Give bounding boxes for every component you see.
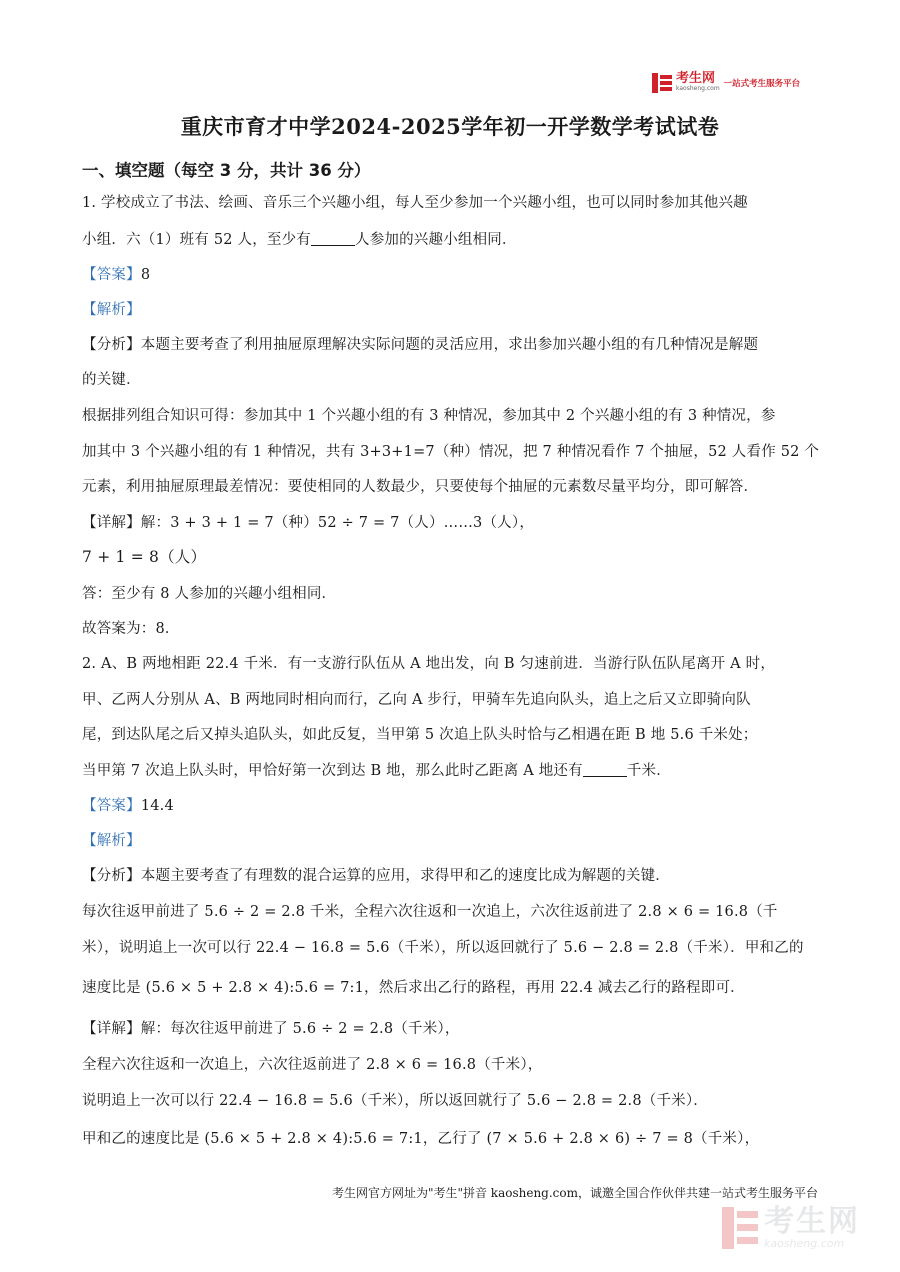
brand-mark-icon	[652, 73, 672, 93]
page-title: 重庆市育才中学2024-2025学年初一开学数学考试试卷	[180, 114, 720, 139]
q2-detail-line: 全程六次往返和一次追上，六次往返前进了 2.8 × 6 = 16.8（千米），	[82, 1057, 543, 1073]
q1-reasoning-line: 元素，利用抽屉原理最差情况：要使相同的人数最少，只要使每个抽屉的元素数尽量平均分，即可解答．	[82, 479, 759, 495]
q1-detail-line: 7 + 1 = 8（人）	[82, 548, 207, 566]
q2-stem-line: 尾，到达队尾之后又掉头追队头，如此反复，当甲第 5 次追上队头时恰与乙相遇在距 B 地 5.6 千米处；	[82, 727, 758, 743]
q2-stem-text: 千米．	[626, 763, 671, 779]
q2-stem-text: 当甲第 7 次追上队头时，甲恰好第一次到达 B 地，那么此时乙距离 A 地还有	[82, 763, 583, 779]
q1-analysis-line: 的关键．	[82, 372, 141, 388]
q1-reasoning-line: 加其中 3 个兴趣小组的有 1 种情况，共有 3+3+1=7（种）情况，把 7 种情况看作 7 个抽屉，52 人看作 52 个	[82, 444, 820, 460]
brand-slogan: 一站式考生服务平台	[723, 79, 801, 89]
q2-stem-line: 2. A、B 两地相距 22.4 千米．有一支游行队伍从 A 地出发，向 B 匀速前进．当游行队伍队尾离开 A 时，	[82, 656, 776, 672]
q1-conclusion: 答：至少有 8 人参加的兴趣小组相同．	[82, 586, 337, 602]
q1-analysis-line: 【分析】本题主要考查了利用抽屉原理解决实际问题的灵活应用，求出参加兴趣小组的有几种情况是解题	[82, 337, 759, 353]
brand-domain: kaosheng.com	[676, 85, 720, 92]
q1-final-answer: 故答案为：8．	[82, 621, 180, 637]
brand-name: 考生网	[676, 71, 716, 86]
q2-reasoning-line: 米），说明追上一次可以行 22.4 − 16.8 = 5.6（千米），所以返回就行了 5.6 − 2.8 = 2.8（千米）．甲和乙的	[82, 940, 804, 956]
q2-detail-line: 甲和乙的速度比是 (5.6 × 5 + 2.8 × 4):5.6 = 7:1，乙行了 (7 × 5.6 + 2.8 × 6) ÷ 7 = 8（千米），	[82, 1131, 760, 1147]
q1-detail-line: 【详解】解：3 + 3 + 1 = 7（种）52 ÷ 7 = 7（人）……3（人），	[82, 515, 535, 531]
q2-stem-line: 甲、乙两人分别从 A、B 两地同时相向而行，乙向 A 步行，甲骑车先追向队头，追上之后又立即骑向队	[82, 692, 751, 708]
answer-blank	[583, 762, 627, 777]
q2-detail-line: 【详解】解：每次往返甲前进了 5.6 ÷ 2 = 2.8（千米），	[82, 1021, 460, 1037]
answer-tag: 【答案】	[82, 798, 141, 814]
answer-blank	[311, 231, 355, 246]
section-heading: 一、填空题（每空 3 分，共计 36 分）	[82, 161, 371, 180]
q2-detail-line: 说明追上一次可以行 22.4 − 16.8 = 5.6（千米），所以返回就行了 5.6 − 2.8 = 2.8（千米）．	[82, 1093, 708, 1109]
q1-stem-line	[82, 228, 517, 249]
q2-analysis-line: 【分析】本题主要考查了有理数的混合运算的应用，求得甲和乙的速度比成为解题的关键．	[82, 868, 670, 884]
q1-stem-text: 小组．六（1）班有 52 人，至少有	[82, 232, 311, 248]
q1-stem-text: 人参加的兴趣小组相同．	[355, 232, 517, 248]
q2-answer-line	[82, 794, 174, 815]
brand-logo	[652, 70, 800, 96]
analysis-tag: 【解析】	[82, 833, 141, 849]
q1-stem-line: 1. 学校成立了书法、绘画、音乐三个兴趣小组，每人至少参加一个兴趣小组，也可以同时参加其他兴趣	[82, 195, 748, 211]
q2-reasoning-line: 每次往返甲前进了 5.6 ÷ 2 = 2.8 千米，全程六次往返和一次追上，六次往返前进了 2.8 × 6 = 16.8（千	[82, 904, 778, 920]
watermark-domain: kaosheng.com	[764, 1237, 845, 1250]
watermark-name: 考生网	[764, 1204, 860, 1239]
q1-answer: 8	[140, 267, 151, 283]
answer-tag: 【答案】	[82, 267, 141, 283]
q2-reasoning-line: 速度比是 (5.6 × 5 + 2.8 × 4):5.6 = 7:1，然后求出乙行的路程，再用 22.4 减去乙行的路程即可．	[82, 980, 745, 996]
page-footer: 考生网官方网址为"考生"拼音 kaosheng.com，诚邀全国合作伙伴共建一站式考生服务平台	[331, 1186, 818, 1200]
q1-answer-line	[82, 263, 150, 284]
q1-reasoning-line: 根据排列组合知识可得：参加其中 1 个兴趣小组的有 3 种情况，参加其中 2 个兴趣小组的有 3 种情况，参	[82, 408, 776, 424]
watermark	[722, 1200, 880, 1256]
q2-answer: 14.4	[140, 798, 174, 814]
q2-stem-line	[82, 759, 671, 780]
watermark-logo-icon	[722, 1207, 758, 1249]
analysis-tag: 【解析】	[82, 302, 141, 318]
